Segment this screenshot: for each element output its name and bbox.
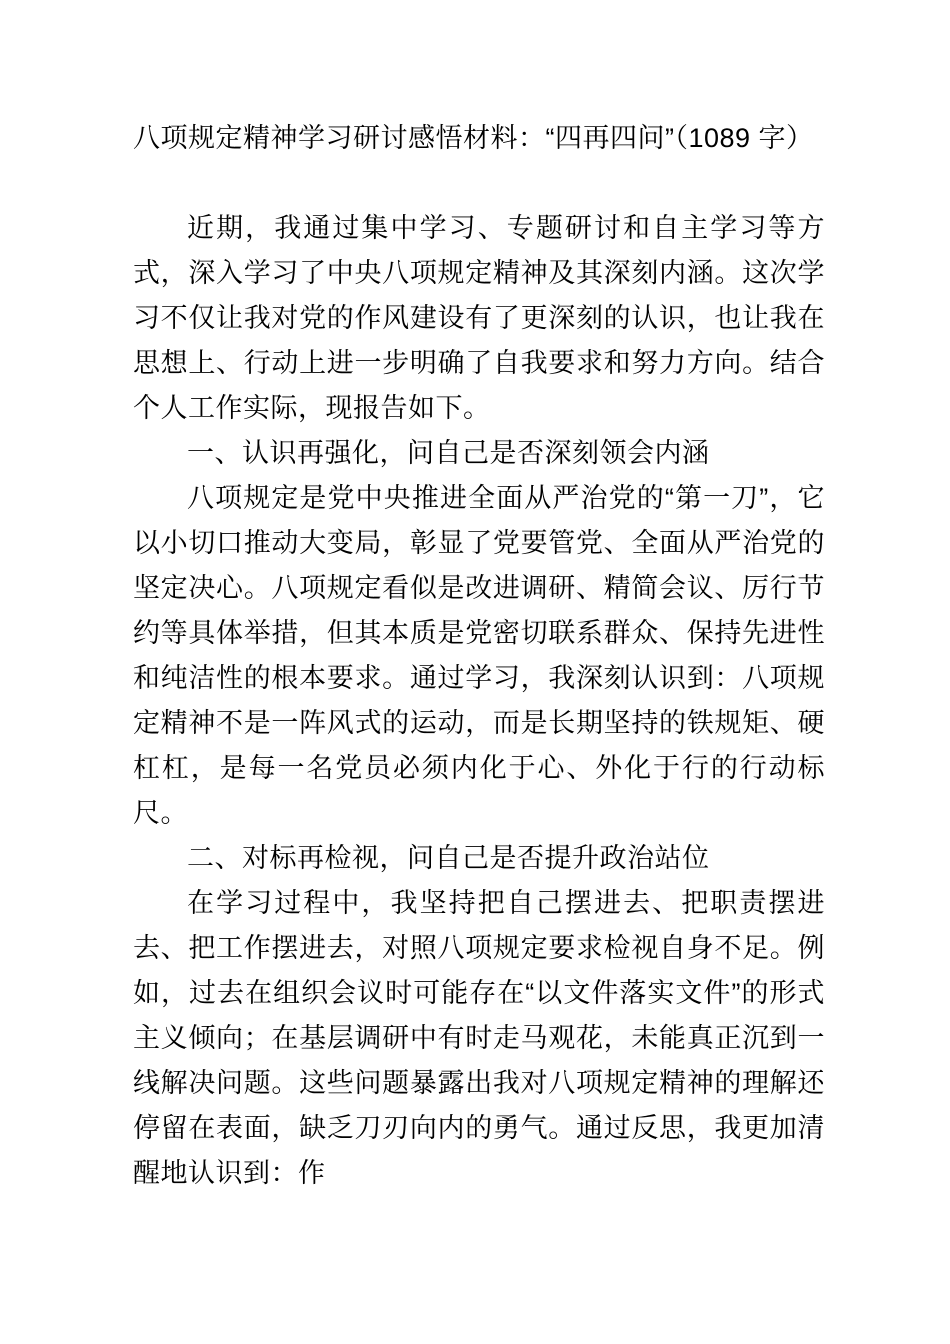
paragraph-intro: 近期，我通过集中学习、专题研讨和自主学习等方式，深入学习了中央八项规定精神及其深刻内涵。这次学习不仅让我对党的作风建设有了更深刻的认识，也让我在思想上、行动上进一步明确了自我要求和努力方向。结合个人工作实际，现报告如下。 (133, 213, 825, 423)
document-title: 八项规定精神学习研讨感悟材料：“四再四问”（1089 字） (133, 123, 814, 153)
document-text-block (133, 116, 825, 1196)
section-heading-2: 二、对标再检视，问自己是否提升政治站位 (187, 843, 710, 873)
paragraph-section-1: 八项规定是党中央推进全面从严治党的“第一刀”，它以小切口推动大变局，彰显了党要管党、全面从严治党的坚定决心。八项规定看似是改进调研、精简会议、厉行节约等具体举措，但其本质是党密切联系群众、保持先进性和纯洁性的根本要求。通过学习，我深刻认识到：八项规定精神不是一阵风式的运动，而是长期坚持的铁规矩、硬杠杠，是每一名党员必须内化于心、外化于行的行动标尺。 (133, 483, 825, 828)
paragraph-section-2: 在学习过程中，我坚持把自己摆进去、把职责摆进去、把工作摆进去，对照八项规定要求检视自身不足。例如，过去在组织会议时可能存在“以文件落实文件”的形式主义倾向；在基层调研中有时走马观花，未能真正沉到一线解决问题。这些问题暴露出我对八项规定精神的理解还停留在表面，缺乏刀刃向内的勇气。通过反思，我更加清醒地认识到：作 (133, 888, 825, 1188)
section-heading-1: 一、认识再强化，问自己是否深刻领会内涵 (187, 438, 710, 468)
